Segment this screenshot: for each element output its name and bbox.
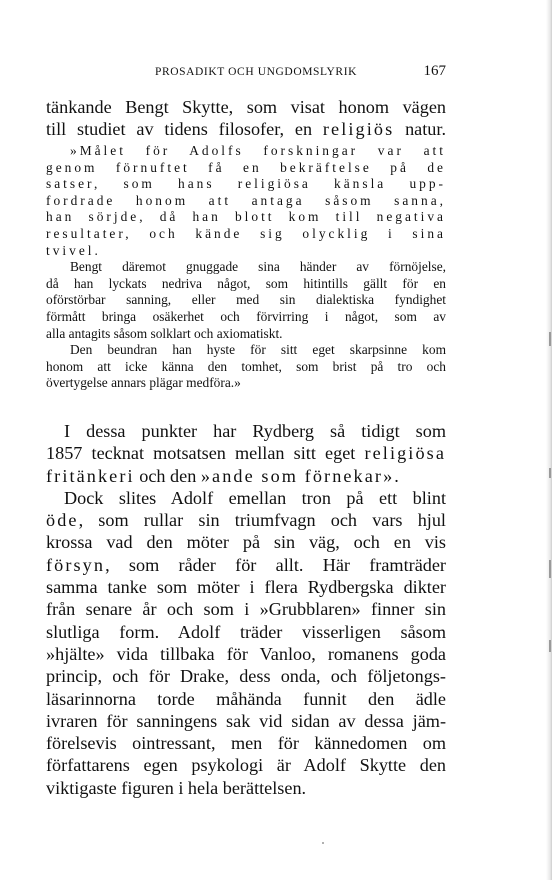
text-line: princip, och för Drake, dess onda, och följetongs- xyxy=(46,666,446,687)
text-line xyxy=(46,554,446,576)
quote-line: Den beundran han hyste för sitt eget skarpsinne kom xyxy=(70,342,446,358)
text-segment: till studiet av tidens filosofer, en xyxy=(46,119,323,140)
text-segment: , som rullar sin triumfvagn och vars hjul xyxy=(78,510,446,531)
text-line xyxy=(46,465,446,487)
quote-line: tvivel. xyxy=(46,242,101,258)
text-line: samma tanke som möter i flera Rydbergska dikter xyxy=(46,577,446,598)
quote-line: då han lyckats nedriva något, som hitintills gällt för en xyxy=(46,275,446,291)
edge-mark xyxy=(549,332,551,346)
running-head: PROSADIKT OCH UNGDOMSLYRIK xyxy=(154,66,358,78)
spaced-emphasis: religiösa xyxy=(364,443,446,464)
text-line: förelsevis ointressant, men för kännedomen om xyxy=(46,733,446,754)
quote-line: resultater, och kände sig olycklig i sina xyxy=(46,225,446,241)
quote-line: förmått bringa osäkerhet och förvirring i något, som av xyxy=(46,308,446,324)
spaced-emphasis: religiös xyxy=(322,119,395,140)
spaced-emphasis: öde xyxy=(46,510,79,531)
text-line: I dessa punkter har Rydberg så tidigt som xyxy=(64,421,446,441)
text-line: krossa vad den möter på sin väg, och en vis xyxy=(46,532,446,553)
quote-line: han sörjde, då han blott kom till negativa xyxy=(46,209,446,225)
page-header xyxy=(46,64,446,82)
text-line xyxy=(46,118,446,140)
print-speck xyxy=(322,842,324,844)
text-segment: natur. xyxy=(394,119,446,140)
text-line: Dock slites Adolf emellan tron på ett blint xyxy=(64,487,446,508)
quote-line: oförstörbar sanning, eller med sin dialektiska fyndighet xyxy=(46,292,446,308)
quote-line: fordrade honom att antaga såsom sanna, xyxy=(46,192,446,208)
quote-paragraph xyxy=(46,259,446,342)
text-segment: , som råder för allt. Här framträder xyxy=(105,554,446,575)
opening-paragraph-continuation xyxy=(46,96,446,141)
text-line: »hjälte» vida tillbaka för Vanloo, romanens goda xyxy=(46,643,446,664)
paragraph xyxy=(46,487,446,799)
quote-line: Bengt däremot gnuggade sina händer av förnöjelse, xyxy=(70,259,446,275)
quote-line: övertygelse annars plägar medföra.» xyxy=(46,375,241,391)
quote-line: alla antagits såsom solklart och axiomatiskt. xyxy=(46,325,283,341)
quote-line: genom förnuftet få en bekräftelse på de xyxy=(46,159,446,175)
quote-paragraph xyxy=(46,342,446,392)
text-line: från senare år och som i »Grubblaren» finner sin xyxy=(46,599,446,620)
quote-paragraph-spaced xyxy=(46,143,446,259)
edge-mark xyxy=(549,468,551,478)
main-text xyxy=(46,420,446,799)
quote-line: satser, som hans religiösa känsla upp- xyxy=(46,176,446,192)
quote-line: honom att icke känna den tomhet, som brist på tro och xyxy=(46,358,446,374)
text-line: ivraren för sanningens sak vid sidan av dessa jäm- xyxy=(46,710,446,731)
text-segment: och den xyxy=(134,465,201,486)
page-edge-shadow xyxy=(546,0,552,880)
quote-line: »Målet för Adolfs forskningar var att xyxy=(70,143,446,158)
text-line: slutliga form. Adolf träder visserligen såsom xyxy=(46,621,446,642)
text-line xyxy=(46,442,446,464)
page-number: 167 xyxy=(423,63,446,79)
paragraph xyxy=(46,420,446,487)
spaced-emphasis: fritänkeri xyxy=(46,465,135,486)
spaced-emphasis: försyn xyxy=(46,554,106,575)
text-line xyxy=(46,509,446,531)
text-line: läsarinnorna torde måhända funnit den ädle xyxy=(46,688,446,709)
text-line: viktigaste figuren i hela berättelsen. xyxy=(46,777,307,798)
spaced-emphasis: »ande som förnekar». xyxy=(200,465,401,486)
block-quote xyxy=(46,143,446,392)
text-line: författarens egen psykologi är Adolf Skytte den xyxy=(46,755,446,776)
edge-mark xyxy=(549,640,551,652)
text-line: tänkande Bengt Skytte, som visat honom vägen xyxy=(46,97,446,117)
text-segment: 1857 tecknat motsatsen mellan sitt eget xyxy=(46,443,365,464)
edge-mark xyxy=(549,560,551,578)
